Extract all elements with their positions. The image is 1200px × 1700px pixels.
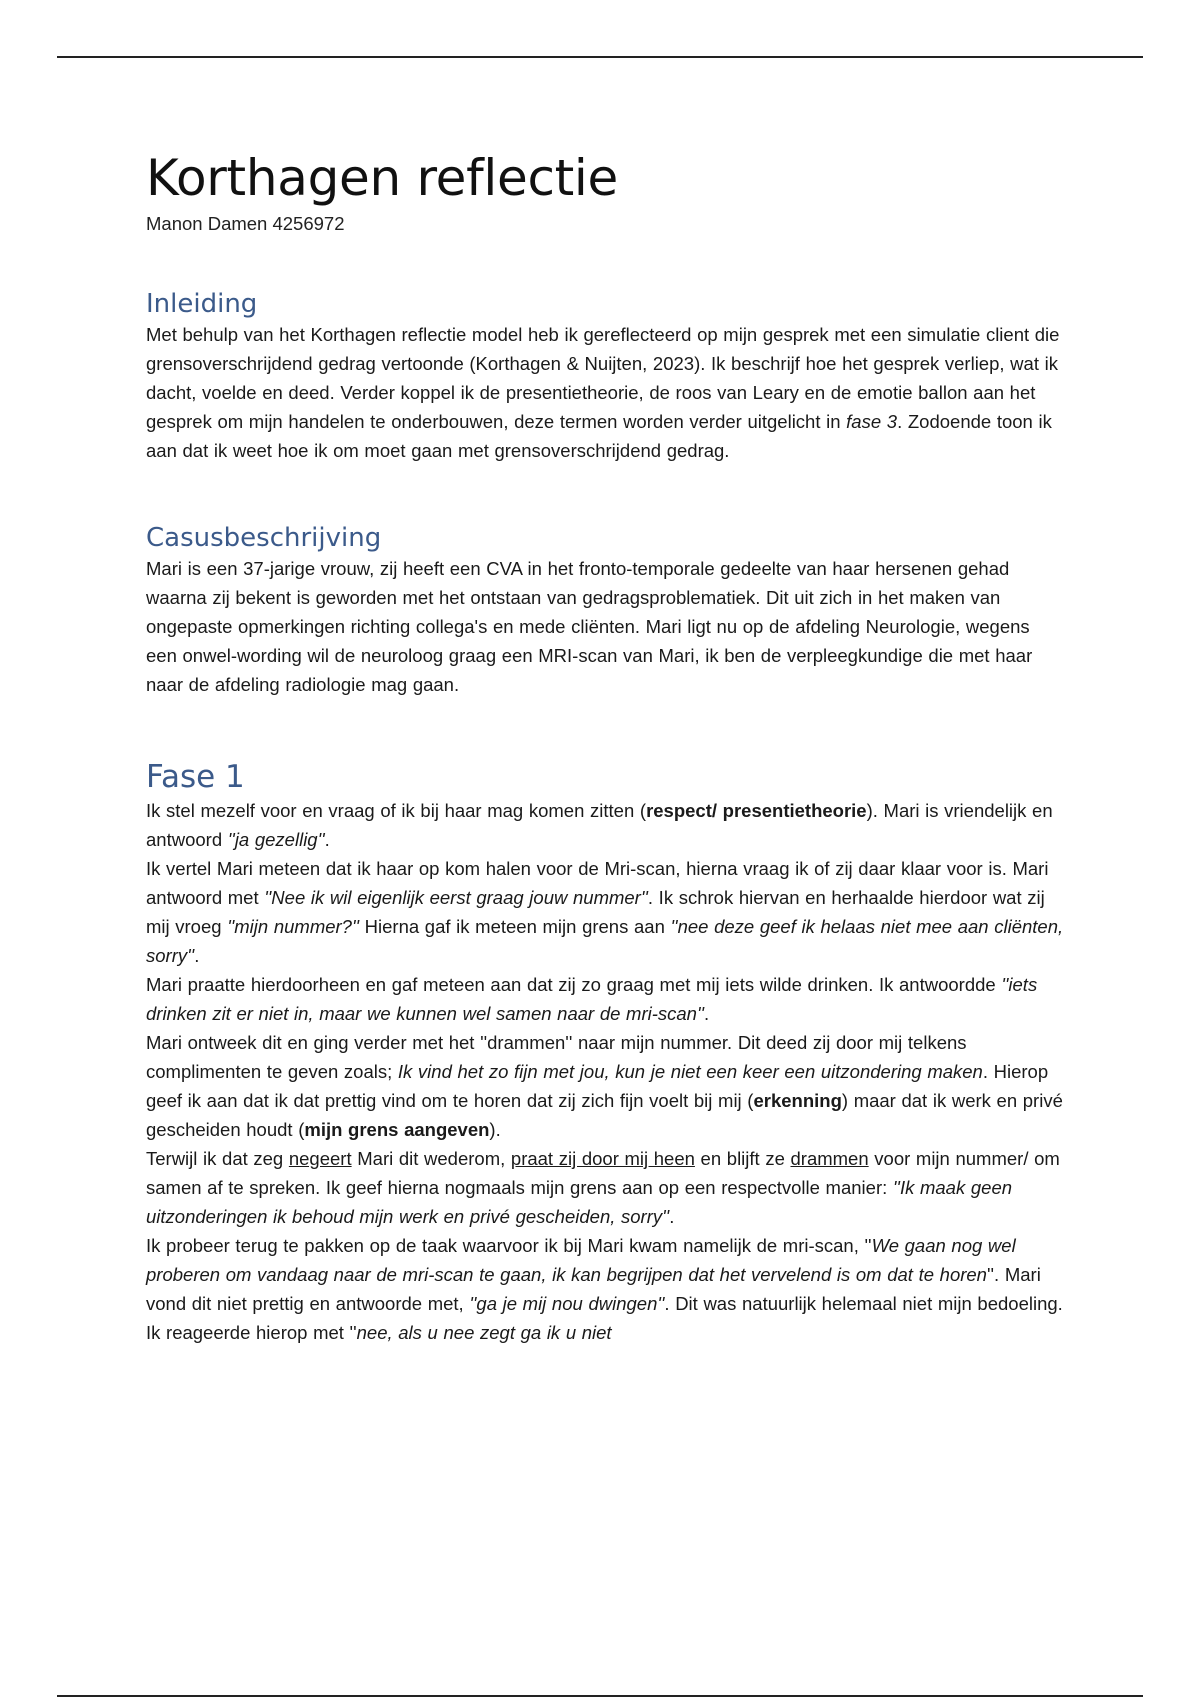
paragraph-fase1-5: Terwijl ik dat zeg negeert Mari dit wederom, praat zij door mij heen en blijft ze drammen voor mijn nummer/ om samen af te spreken. Ik geef hierna nogmaals mijn grens aan op een respectvolle manier: ''Ik maak geen uitzonderingen ik behoud mijn werk en privé gescheiden, sorry''. — [146, 1148, 1060, 1227]
bottom-rule — [57, 1695, 1143, 1697]
paragraph-inleiding: Met behulp van het Korthagen reflectie model heb ik gereflecteerd op mijn gesprek met een simulatie client die grensoverschrijdend gedrag vertoonde (Korthagen & Nuijten, 2023). Ik beschrijf hoe het gesprek verliep, wat ik dacht, voelde en deed. Verder koppel ik de presentietheorie, de roos van Leary en de emotie ballon aan het gesprek om mijn handelen te onderbouwen, deze termen worden verder uitgelicht in fase 3. Zodoende toon ik aan dat ik weet hoe ik om moet gaan met grensoverschrijdend gedrag. — [146, 324, 1060, 461]
document-body — [146, 148, 1066, 1347]
heading-fase-1: Fase 1 — [146, 759, 245, 795]
author-line: Manon Damen 4256972 — [146, 213, 345, 234]
paragraph-fase1-1: Ik stel mezelf voor en vraag of ik bij haar mag komen zitten (respect/ presentietheorie). Mari is vriendelijk en antwoord ''ja gezellig''. — [146, 800, 1053, 850]
document-title: Korthagen reflectie — [146, 149, 618, 207]
heading-casusbeschrijving: Casusbeschrijving — [146, 523, 382, 553]
top-rule — [57, 56, 1143, 58]
paragraph-casus: Mari is een 37-jarige vrouw, zij heeft een CVA in het fronto-temporale gedeelte van haar hersenen gehad waarna zij bekent is geworden met het ontstaan van gedragsproblematiek. Dit uit zich in het maken van ongepaste opmerkingen richting collega's en mede cliënten. Mari ligt nu op de afdeling Neurologie, wegens een onwel-wording wil de neuroloog graag een MRI-scan van Mari, ik ben de verpleegkundige die met haar naar de afdeling radiologie mag gaan. — [146, 558, 1033, 695]
paragraph-fase1-6: Ik probeer terug te pakken op de taak waarvoor ik bij Mari kwam namelijk de mri-scan, ''We gaan nog wel proberen om vandaag naar de mri-scan te gaan, ik kan begrijpen dat het vervelend is om dat te horen''. Mari vond dit niet prettig en antwoorde met, ''ga je mij nou dwingen''. Dit was natuurlijk helemaal niet mijn bedoeling. Ik reageerde hierop met ''nee, als u nee zegt ga ik u niet — [146, 1235, 1063, 1343]
paragraph-fase1-2: Ik vertel Mari meteen dat ik haar op kom halen voor de Mri-scan, hierna vraag ik of zij daar klaar voor is. Mari antwoord met ''Nee ik wil eigenlijk eerst graag jouw nummer''. Ik schrok hiervan en herhaalde hierdoor wat zij mij vroeg ''mijn nummer?'' Hierna gaf ik meteen mijn grens aan ''nee deze geef ik helaas niet mee aan cliënten, sorry''. — [146, 858, 1064, 966]
paragraph-fase1-4: Mari ontweek dit en ging verder met het ''drammen'' naar mijn nummer. Dit deed zij door mij telkens complimenten te geven zoals; Ik vind het zo fijn met jou, kun je niet een keer een uitzondering maken. Hierop geef ik aan dat ik dat prettig vind om te horen dat zij zich fijn voelt bij mij (erkenning) maar dat ik werk en privé gescheiden houdt (mijn grens aangeven). — [146, 1032, 1063, 1140]
heading-inleiding: Inleiding — [146, 289, 258, 319]
paragraph-fase1-3: Mari praatte hierdoorheen en gaf meteen aan dat zij zo graag met mij iets wilde drinken. Ik antwoordde ''iets drinken zit er niet in, maar we kunnen wel samen naar de mri-scan''. — [146, 974, 1038, 1024]
